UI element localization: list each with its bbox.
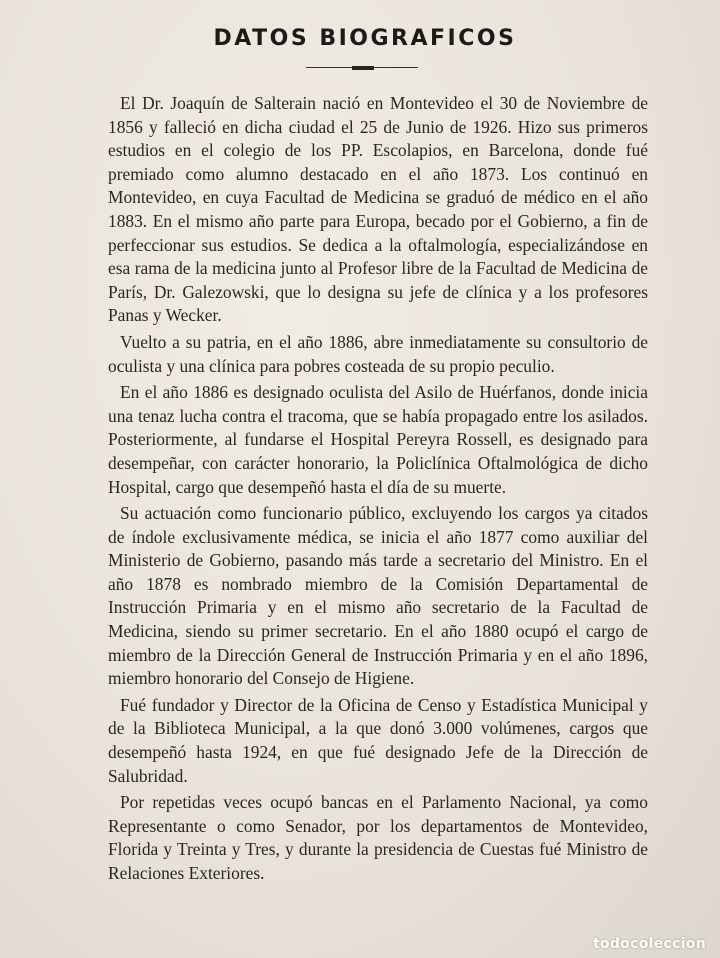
title-divider-ornament — [352, 66, 374, 70]
paragraph: En el año 1886 es designado oculista del Asilo de Huérfanos, donde inicia una tenaz lucha contra el tracoma, que se había propagado entre los asilados. Posteriormente, al fundarse el Hospital Pereyra Rossell, es designado para desempeñar, con carácter honorario, la Policlínica Oftalmológica de dicho Hospital, cargo que desempeñó hasta el día de su muerte. — [108, 382, 648, 497]
paragraph: Su actuación como funcionario público, excluyendo los cargos ya citados de índole exclusivamente médica, se inicia el año 1877 como auxiliar del Ministerio de Gobierno, pasando más tarde a secretario del Ministro. En el año 1878 es nombrado miembro de la Comisión Departamental de Instrucción Primaria y en el mismo año secretario de la Facultad de Medicina, siendo su primer secretario. En el año 1880 ocupó el cargo de miembro de la Dirección General de Instrucción Primaria y en el año 1896, miembro honorario del Consejo de Higiene. — [108, 503, 648, 689]
paragraph: Vuelto a su patria, en el año 1886, abre inmediatamente su consultorio de oculista y una clínica para pobres costeada de su propio peculio. — [108, 331, 648, 376]
watermark-logo: todocoleccion — [592, 936, 706, 952]
biography-text — [108, 92, 648, 889]
page-title: DATOS BIOGRAFICOS — [213, 26, 517, 51]
paragraph: Por repetidas veces ocupó bancas en el Parlamento Nacional, ya como Representante o como Senador, por los departamentos de Montevideo, Florida y Treinta y Tres, y durante la presidencia de Cuestas fué Ministro de Relaciones Exteriores. — [108, 792, 648, 883]
paragraph: Fué fundador y Director de la Oficina de Censo y Estadística Municipal y de la Biblioteca Municipal, a la que donó 3.000 volúmenes, cargos que desempeñó hasta 1924, en que fué designado Jefe de la Dirección de Salubridad. — [108, 694, 648, 786]
paragraph: El Dr. Joaquín de Salterain nació en Montevideo el 30 de Noviembre de 1856 y falleció en dicha ciudad el 25 de Junio de 1926. Hizo sus primeros estudios en el colegio de los PP. Escolapios, en Barcelona, donde fué premiado como alumno destacado en el año 1873. Los continuó en Montevideo, en cuya Facultad de Medicina se graduó de médico en el año 1883. En el mismo año parte para Europa, becado por el Gobierno, a fin de perfeccionar sus estudios. Se dedica a la oftalmología, especializándose en esa rama de la medicina junto al Profesor libre de la Facultad de Medicina de París, Dr. Galezowski, que lo designa su jefe de clínica y a los profesores Panas y Wecker. — [108, 93, 648, 326]
